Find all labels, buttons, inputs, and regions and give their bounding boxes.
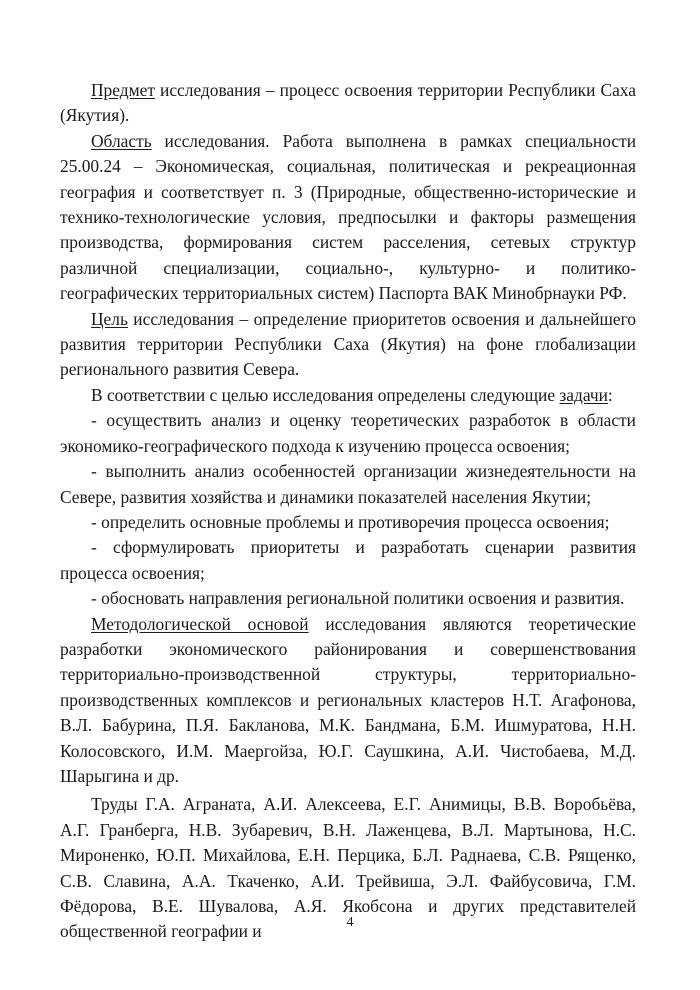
term-goal: Цель — [91, 308, 128, 329]
paragraph-subject: Предмет исследования – процесс освоения территории Республики Саха (Якутия). — [60, 80, 636, 126]
term-methodology: Методологической основой — [91, 613, 309, 634]
term-subject: Предмет — [91, 80, 155, 100]
task-item: - определить основные проблемы и противоречия процесса освоения; — [91, 511, 610, 532]
task-item: - выполнить анализ особенностей организации жизнедеятельности на Севере, развития хозяйства и динамики показателей населения Якутии; — [60, 461, 636, 507]
body-text — [60, 78, 636, 945]
paragraph-area: Область исследования. Работа выполнена в рамках специальности 25.00.24 – Экономическая, социальная, политическая и рекреационная география и соответствует п. 3 (Природные, общественно-исторические и технико-технологические условия, предпосылки и факторы размещения производства, формирования систем расселения, сетевых структур различной специализации, социально-, культурно- и политико-географических территориальных систем) Паспорта ВАК Минобрнауки РФ. — [60, 130, 636, 304]
paragraph-tasks-intro: В соответствии с целью исследования определены следующие задачи: — [91, 384, 613, 405]
task-item: - обосновать направления региональной политики освоения и развития. — [91, 588, 625, 609]
task-item: - сформулировать приоритеты и разработать сценарии развития процесса освоения; — [60, 537, 636, 583]
paragraph-goal: Цель исследования – определение приоритетов освоения и дальнейшего развития территории Республики Саха (Якутия) на фоне глобализации регионального развития Севера. — [60, 308, 636, 380]
task-item: - осуществить анализ и оценку теоретических разработок в области экономико-географического подхода к изучению процесса освоения; — [60, 410, 636, 456]
page-number: 4 — [346, 915, 354, 930]
paragraph-methodology: Методологической основой исследования являются теоретические разработки экономического районирования и совершенствования территориально-производственной структуры, территориально-производственных комплексов и региональных кластеров Н.Т. Агафонова, В.Л. Бабурина, П.Я. Бакланова, М.К. Бандмана, Б.М. Ишмуратова, Н.Н. Колосовского, И.М. Маергойза, Ю.Г. Саушкина, А.И. Чистобаева, М.Д. Шарыгина и др. — [60, 613, 636, 786]
term-tasks: задачи — [559, 384, 608, 405]
term-area: Область — [91, 130, 152, 151]
paragraph-works: Труды Г.А. Агрaната, А.И. Алексеева, Е.Г. Анимицы, В.В. Воробьёва, А.Г. Гранберга, Н.В. Зубаревич, В.Н. Лаженцева, В.Л. Мартынова, Н.С. Мироненко, Ю.П. Михайлова, Е.Н. Перцика, Б.Л. Раднаева, С.В. Рященко, С.В. Славина, А.А. Ткаченко, А.И. Трейвиша, Э.Л. Файбусовича, Г.М. Фёдорова, В.Е. Шувалова, А.Я. Якобсона и других представителей общественной географии и — [60, 794, 636, 942]
